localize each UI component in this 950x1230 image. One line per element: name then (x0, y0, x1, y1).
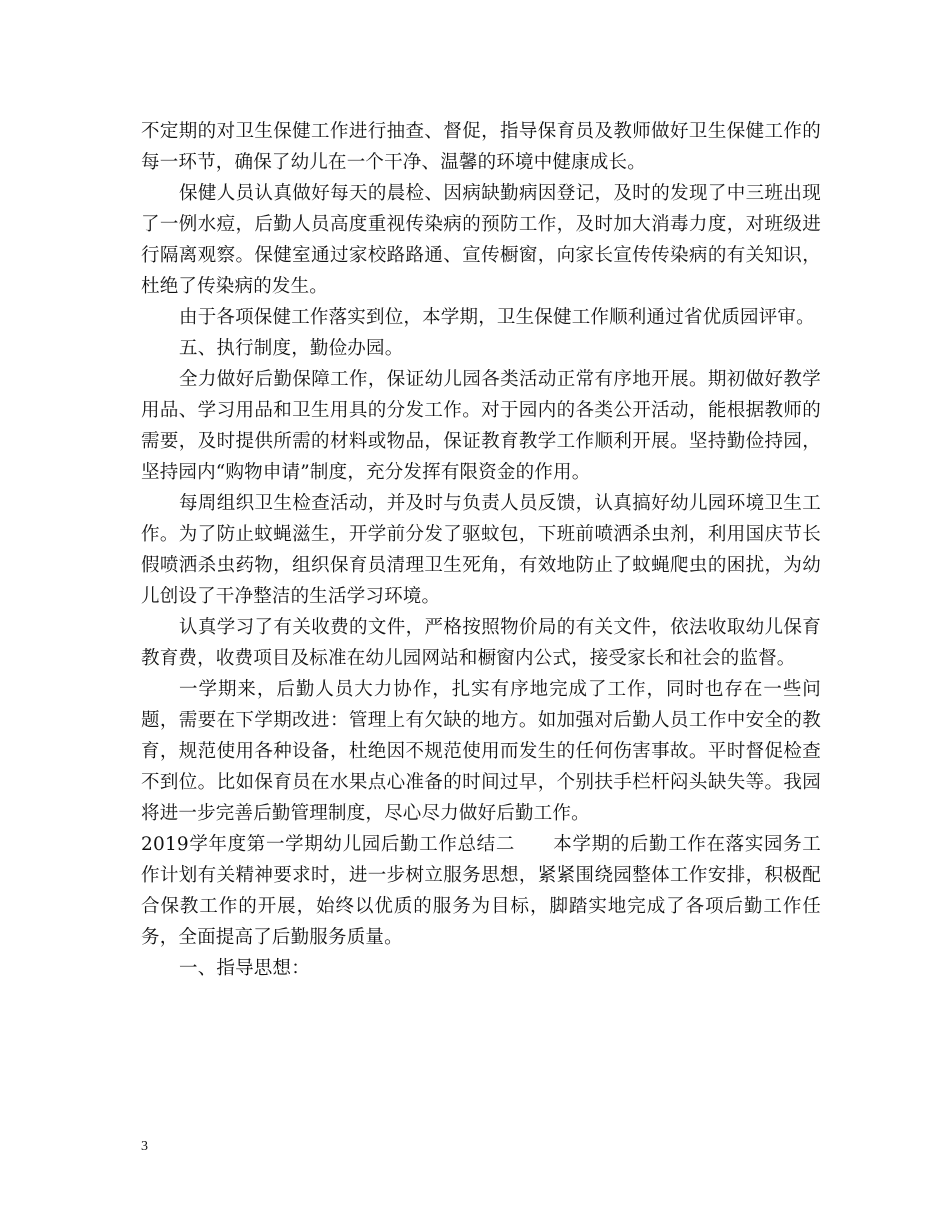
section-heading-five: 五、执行制度，勤俭办园。 (179, 338, 404, 359)
paragraph-logistics-support: 全力做好后勤保障工作，保证幼儿园各类活动正常有序地开展。期初做好教学用品、学习用品和卫生用具的分发工作。对于园内的各类公开活动，能根据教师的需要，及时提供所需的材料或物品，保证教育教学工作顺利开展。坚持勤俭持园，坚持园内“购物申请”制度，充分发挥有限资金的作用。 (141, 369, 821, 483)
page-number: 3 (141, 1139, 148, 1154)
document-body (141, 116, 821, 984)
paragraph-health-review: 由于各项保健工作落实到位，本学期，卫生保健工作顺利通过省优质园评审。 (179, 307, 815, 328)
paragraph-summary-two-intro: 2019学年度第一学期幼儿园后勤工作总结二 本学期的后勤工作在落实园务工作计划有关精神要求时，进一步树立服务思想，紧紧围绕园整体工作安排，积极配合保教工作的开展，始终以优质的服务为目标，脚踏实地完成了各项后勤工作任务，全面提高了后勤服务质量。 (141, 834, 821, 948)
paragraph-health-staff: 保健人员认真做好每天的晨检、因病缺勤病因登记，及时的发现了中三班出现了一例水痘，后勤人员高度重视传染病的预防工作，及时加大消毒力度，对班级进行隔离观察。保健室通过家校路路通、宣传橱窗，向家长宣传传染病的有关知识，杜绝了传染病的发生。 (141, 183, 821, 297)
paragraph-weekly-inspection: 每周组织卫生检查活动，并及时与负责人员反馈，认真搞好幼儿园环境卫生工作。为了防止蚊蝇滋生，开学前分发了驱蚊包，下班前喷洒杀虫剂，利用国庆节长假喷洒杀虫药物，组织保育员清理卫生死角，有效地防止了蚊蝇爬虫的困扰，为幼儿创设了干净整洁的生活学习环境。 (141, 493, 821, 607)
paragraph-semester-summary: 一学期来，后勤人员大力协作，扎实有序地完成了工作，同时也存在一些问题，需要在下学期改进：管理上有欠缺的地方。如加强对后勤人员工作中安全的教育，规范使用各种设备，杜绝因不规范使用而发生的任何伤害事故。平时督促检查不到位。比如保育员在水果点心准备的时间过早，个别扶手栏杆闷头缺失等。我园将进一步完善后勤管理制度，尽心尽力做好后勤工作。 (141, 679, 821, 824)
section-heading-guiding-ideology: 一、指导思想： (179, 958, 310, 979)
paragraph-hygiene-inspection: 不定期的对卫生保健工作进行抽查、督促，指导保育员及教师做好卫生保健工作的每一环节，确保了幼儿在一个干净、温馨的环境中健康成长。 (141, 121, 821, 173)
paragraph-fees: 认真学习了有关收费的文件，严格按照物价局的有关文件，依法收取幼儿保育教育费，收费项目及标准在幼儿园网站和橱窗内公式，接受家长和社会的监督。 (141, 617, 821, 669)
